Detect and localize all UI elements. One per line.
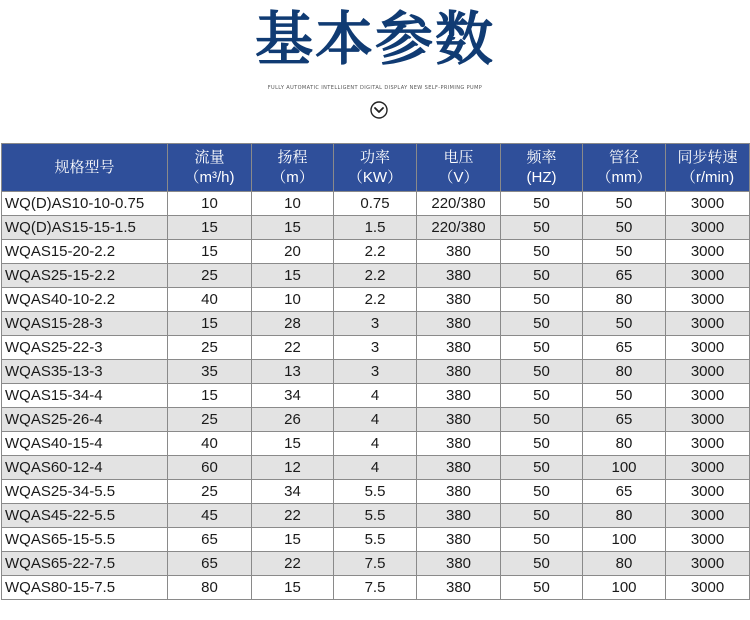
table-cell: 3000 xyxy=(666,408,750,432)
table-cell: 380 xyxy=(417,336,501,360)
table-cell: 3000 xyxy=(666,384,750,408)
table-cell: 25 xyxy=(168,264,252,288)
table-cell: 10 xyxy=(168,192,252,216)
table-row xyxy=(2,312,750,336)
table-cell: 50 xyxy=(501,528,583,552)
model-cell: WQAS25-22-3 xyxy=(2,336,168,360)
table-cell: 13 xyxy=(252,360,334,384)
column-header-label: 管径 xyxy=(608,148,639,166)
model-cell: WQAS35-13-3 xyxy=(2,360,168,384)
table-cell: 380 xyxy=(417,480,501,504)
model-cell: WQAS45-22-5.5 xyxy=(2,504,168,528)
table-row xyxy=(2,456,750,480)
table-cell: 3000 xyxy=(666,192,750,216)
table-cell: 60 xyxy=(168,456,252,480)
table-row xyxy=(2,192,750,216)
table-row xyxy=(2,408,750,432)
table-cell: 1.5 xyxy=(334,216,417,240)
table-cell: 3 xyxy=(334,312,417,336)
column-header-unit: （m） xyxy=(271,168,314,186)
page-title: 基本参数 xyxy=(254,5,495,73)
model-cell: WQAS60-12-4 xyxy=(2,456,168,480)
table-cell: 34 xyxy=(252,384,334,408)
table-cell: 380 xyxy=(417,528,501,552)
table-cell: 380 xyxy=(417,504,501,528)
table-cell: 50 xyxy=(501,288,583,312)
column-header-unit: （KW） xyxy=(347,168,403,186)
table-cell: 50 xyxy=(501,432,583,456)
table-cell: 3000 xyxy=(666,360,750,384)
table-cell: 40 xyxy=(168,432,252,456)
table-cell: 3000 xyxy=(666,240,750,264)
table-cell: 35 xyxy=(168,360,252,384)
table-cell: 380 xyxy=(417,288,501,312)
table-cell: 80 xyxy=(583,432,666,456)
table-cell: 15 xyxy=(168,216,252,240)
table-cell: 80 xyxy=(583,288,666,312)
model-cell: WQAS40-15-4 xyxy=(2,432,168,456)
table-cell: 100 xyxy=(583,528,666,552)
table-cell: 3000 xyxy=(666,432,750,456)
table-row xyxy=(2,528,750,552)
table-row xyxy=(2,552,750,576)
table-row xyxy=(2,480,750,504)
table-cell: 3000 xyxy=(666,216,750,240)
table-cell: 50 xyxy=(583,240,666,264)
column-header-unit: （V） xyxy=(438,168,479,186)
table-cell: 380 xyxy=(417,360,501,384)
table-cell: 45 xyxy=(168,504,252,528)
column-header xyxy=(2,144,168,192)
table-cell: 3000 xyxy=(666,336,750,360)
table-row xyxy=(2,384,750,408)
column-header-unit: （r/min) xyxy=(680,168,735,186)
table-cell: 25 xyxy=(168,408,252,432)
table-row xyxy=(2,504,750,528)
table-cell: 380 xyxy=(417,264,501,288)
table-cell: 65 xyxy=(583,264,666,288)
table-cell: 3000 xyxy=(666,528,750,552)
table-cell: 380 xyxy=(417,240,501,264)
model-cell: WQ(D)AS10-10-0.75 xyxy=(2,192,168,216)
table-cell: 50 xyxy=(583,192,666,216)
table-row xyxy=(2,360,750,384)
column-header-label: 功率 xyxy=(359,148,390,166)
column-header xyxy=(417,144,501,192)
table-cell: 220/380 xyxy=(417,192,501,216)
column-header xyxy=(501,144,583,192)
table-cell: 15 xyxy=(168,240,252,264)
table-cell: 50 xyxy=(501,240,583,264)
table-cell: 15 xyxy=(252,264,334,288)
table-cell: 10 xyxy=(252,192,334,216)
column-header xyxy=(168,144,252,192)
table-cell: 80 xyxy=(583,504,666,528)
table-cell: 7.5 xyxy=(334,576,417,600)
table-row xyxy=(2,432,750,456)
table-cell: 2.2 xyxy=(334,288,417,312)
table-cell: 380 xyxy=(417,576,501,600)
table-cell: 20 xyxy=(252,240,334,264)
model-cell: WQAS40-10-2.2 xyxy=(2,288,168,312)
table-cell: 50 xyxy=(501,336,583,360)
table-cell: 3000 xyxy=(666,312,750,336)
column-header xyxy=(252,144,334,192)
table-cell: 80 xyxy=(583,552,666,576)
model-cell: WQAS25-26-4 xyxy=(2,408,168,432)
table-cell: 3000 xyxy=(666,288,750,312)
model-cell: WQ(D)AS15-15-1.5 xyxy=(2,216,168,240)
table-cell: 50 xyxy=(501,408,583,432)
model-cell: WQAS80-15-7.5 xyxy=(2,576,168,600)
table-cell: 65 xyxy=(583,408,666,432)
model-cell: WQAS65-22-7.5 xyxy=(2,552,168,576)
table-cell: 5.5 xyxy=(334,504,417,528)
table-cell: 50 xyxy=(501,384,583,408)
table-cell: 50 xyxy=(583,312,666,336)
spec-table xyxy=(1,143,750,600)
table-cell: 3000 xyxy=(666,504,750,528)
table-cell: 4 xyxy=(334,384,417,408)
column-header-label: 频率 xyxy=(526,148,557,166)
table-cell: 50 xyxy=(583,216,666,240)
column-header xyxy=(334,144,417,192)
table-cell: 3000 xyxy=(666,480,750,504)
table-cell: 34 xyxy=(252,480,334,504)
table-cell: 28 xyxy=(252,312,334,336)
model-cell: WQAS65-15-5.5 xyxy=(2,528,168,552)
table-cell: 50 xyxy=(501,312,583,336)
table-row xyxy=(2,336,750,360)
table-row xyxy=(2,240,750,264)
table-cell: 5.5 xyxy=(334,480,417,504)
model-cell: WQAS15-28-3 xyxy=(2,312,168,336)
table-cell: 10 xyxy=(252,288,334,312)
table-cell: 3000 xyxy=(666,456,750,480)
table-cell: 50 xyxy=(501,480,583,504)
table-cell: 50 xyxy=(501,576,583,600)
table-cell: 4 xyxy=(334,432,417,456)
table-cell: 25 xyxy=(168,480,252,504)
table-cell: 380 xyxy=(417,456,501,480)
table-cell: 50 xyxy=(501,456,583,480)
table-cell: 25 xyxy=(168,336,252,360)
table-cell: 50 xyxy=(501,504,583,528)
column-header xyxy=(666,144,750,192)
table-cell: 65 xyxy=(583,480,666,504)
table-cell: 3000 xyxy=(666,552,750,576)
table-cell: 50 xyxy=(583,384,666,408)
page-subtitle: FULLY AUTOMATIC INTELLIGENT DIGITAL DISPLAY NEW SELF-PRIMING PUMP xyxy=(267,85,483,91)
table-cell: 50 xyxy=(501,360,583,384)
table-row xyxy=(2,576,750,600)
table-cell: 50 xyxy=(501,264,583,288)
table-cell: 15 xyxy=(252,576,334,600)
column-header-unit: (HZ) xyxy=(526,168,557,186)
table-cell: 7.5 xyxy=(334,552,417,576)
table-cell: 80 xyxy=(583,360,666,384)
table-cell: 40 xyxy=(168,288,252,312)
table-cell: 380 xyxy=(417,384,501,408)
table-cell: 380 xyxy=(417,408,501,432)
table-cell: 80 xyxy=(168,576,252,600)
column-header-label: 流量 xyxy=(194,148,225,166)
table-cell: 26 xyxy=(252,408,334,432)
table-cell: 4 xyxy=(334,408,417,432)
table-cell: 15 xyxy=(252,432,334,456)
column-header-label: 同步转速 xyxy=(677,148,738,166)
table-cell: 22 xyxy=(252,336,334,360)
table-cell: 50 xyxy=(501,552,583,576)
model-cell: WQAS25-34-5.5 xyxy=(2,480,168,504)
model-cell: WQAS15-20-2.2 xyxy=(2,240,168,264)
table-cell: 2.2 xyxy=(334,240,417,264)
table-cell: 50 xyxy=(501,192,583,216)
table-row xyxy=(2,288,750,312)
column-header-unit: （m³/h) xyxy=(184,168,235,186)
chevron-down-circle-icon[interactable] xyxy=(370,101,388,119)
table-cell: 65 xyxy=(583,336,666,360)
table-cell: 380 xyxy=(417,312,501,336)
table-cell: 0.75 xyxy=(334,192,417,216)
table-cell: 220/380 xyxy=(417,216,501,240)
table-header-row xyxy=(2,144,750,192)
table-cell: 15 xyxy=(168,384,252,408)
table-cell: 3000 xyxy=(666,576,750,600)
table-cell: 15 xyxy=(168,312,252,336)
model-cell: WQAS15-34-4 xyxy=(2,384,168,408)
table-cell: 12 xyxy=(252,456,334,480)
table-body xyxy=(2,192,750,600)
column-header-label: 规格型号 xyxy=(54,158,115,176)
table-cell: 22 xyxy=(252,504,334,528)
table-cell: 3 xyxy=(334,336,417,360)
table-cell: 380 xyxy=(417,432,501,456)
table-cell: 2.2 xyxy=(334,264,417,288)
table-cell: 15 xyxy=(252,216,334,240)
table-cell: 3000 xyxy=(666,264,750,288)
table-cell: 15 xyxy=(252,528,334,552)
column-header-unit: （mm） xyxy=(596,168,652,186)
column-header-label: 扬程 xyxy=(277,148,308,166)
column-header-label: 电压 xyxy=(443,148,474,166)
table-cell: 5.5 xyxy=(334,528,417,552)
table-cell: 22 xyxy=(252,552,334,576)
table-row xyxy=(2,216,750,240)
table-row xyxy=(2,264,750,288)
table-cell: 3 xyxy=(334,360,417,384)
table-cell: 4 xyxy=(334,456,417,480)
table-cell: 100 xyxy=(583,456,666,480)
model-cell: WQAS25-15-2.2 xyxy=(2,264,168,288)
table-cell: 100 xyxy=(583,576,666,600)
table-cell: 50 xyxy=(501,216,583,240)
table-cell: 380 xyxy=(417,552,501,576)
table-cell: 65 xyxy=(168,528,252,552)
table-cell: 65 xyxy=(168,552,252,576)
column-header xyxy=(583,144,666,192)
